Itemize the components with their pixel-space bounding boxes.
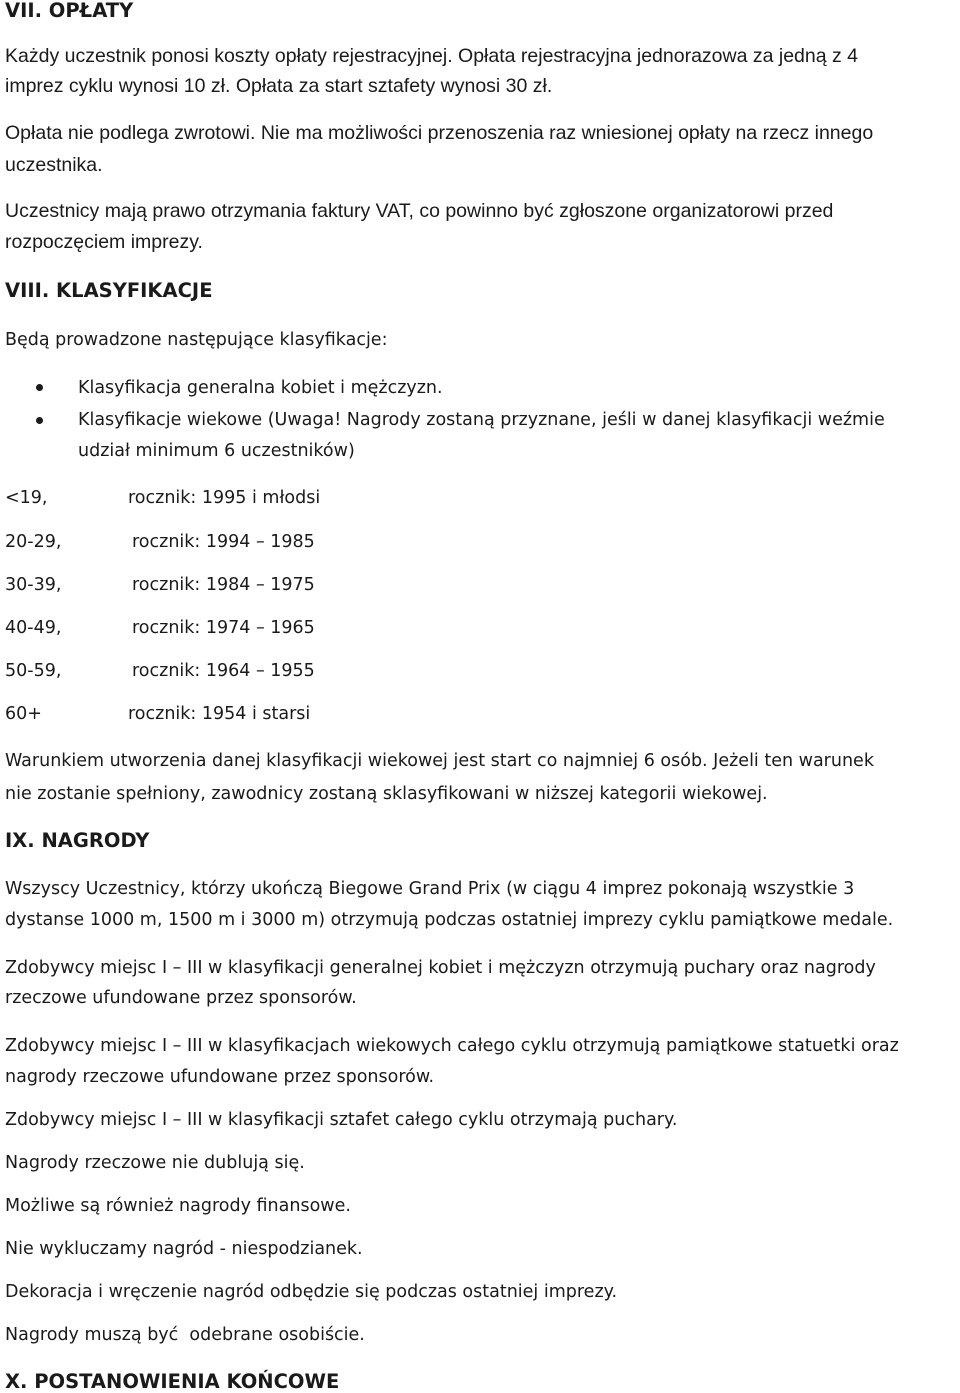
paragraph-line: Nagrody rzeczowe nie dublują się. <box>5 1153 305 1173</box>
section-heading-klasyfikacje: VIII. KLASYFIKACJE <box>5 279 213 302</box>
paragraph-line: Zdobywcy miejsc I – III w klasyfikacji generalnej kobiet i mężczyzn otrzymują puchary oraz nagrody <box>5 958 876 978</box>
age-range: 40-49, <box>5 618 62 638</box>
birth-years: rocznik: 1995 i młodsi <box>128 488 321 508</box>
paragraph-line: uczestnika. <box>5 154 103 176</box>
birth-years: rocznik: 1974 – 1965 <box>132 618 315 638</box>
bullet-icon <box>36 417 43 424</box>
list-item: Klasyfikacje wiekowe (Uwaga! Nagrody zostaną przyznane, jeśli w danej klasyfikacji weźmie <box>78 410 885 430</box>
birth-years: rocznik: 1964 – 1955 <box>132 661 315 681</box>
paragraph-line: Każdy uczestnik ponosi koszty opłaty rejestracyjnej. Opłata rejestracyjna jednorazowa za jedną z 4 <box>5 45 859 67</box>
paragraph-line: Warunkiem utworzenia danej klasyfikacji wiekowej jest start co najmniej 6 osób. Jeżeli ten warunek <box>5 751 874 771</box>
paragraph-line: Uczestnicy mają prawo otrzymania faktury VAT, co powinno być zgłoszone organizatorowi przed <box>5 200 834 222</box>
paragraph-line: imprez cyklu wynosi 10 zł. Opłata za start sztafety wynosi 30 zł. <box>5 75 553 97</box>
paragraph-line: Nie wykluczamy nagród - niespodzianek. <box>5 1239 363 1259</box>
list-item: Klasyfikacja generalna kobiet i mężczyzn. <box>78 378 443 398</box>
paragraph-line: Będą prowadzone następujące klasyfikacje: <box>5 330 388 350</box>
bullet-icon <box>36 384 43 391</box>
list-item-continuation: udział minimum 6 uczestników) <box>78 441 355 461</box>
age-range: 60+ <box>5 704 42 724</box>
birth-years: rocznik: 1994 – 1985 <box>132 532 315 552</box>
paragraph-line: nie zostanie spełniony, zawodnicy zostaną sklasyfikowani w niższej kategorii wiekowej. <box>5 784 768 804</box>
age-range: 30-39, <box>5 575 62 595</box>
age-range: <19, <box>5 488 48 508</box>
paragraph-line: rzeczowe ufundowane przez sponsorów. <box>5 988 357 1008</box>
age-range: 20-29, <box>5 532 62 552</box>
paragraph-line: Możliwe są również nagrody finansowe. <box>5 1196 351 1216</box>
paragraph-line: Zdobywcy miejsc I – III w klasyfikacji sztafet całego cyklu otrzymają puchary. <box>5 1110 678 1130</box>
paragraph-line: Zdobywcy miejsc I – III w klasyfikacjach wiekowych całego cyklu otrzymują pamiątkowe statuetki oraz <box>5 1036 899 1056</box>
paragraph-line: dystanse 1000 m, 1500 m i 3000 m) otrzymują podczas ostatniej imprezy cyklu pamiątkowe medale. <box>5 910 894 930</box>
section-heading-nagrody: IX. NAGRODY <box>5 829 150 852</box>
age-range: 50-59, <box>5 661 62 681</box>
birth-years: rocznik: 1954 i starsi <box>128 704 311 724</box>
paragraph-line: Wszyscy Uczestnicy, którzy ukończą Biegowe Grand Prix (w ciągu 4 imprez pokonają wszystkie 3 <box>5 879 855 899</box>
paragraph-line: rozpoczęciem imprezy. <box>5 231 203 253</box>
paragraph-line: Nagrody muszą być odebrane osobiście. <box>5 1325 365 1345</box>
birth-years: rocznik: 1984 – 1975 <box>132 575 315 595</box>
paragraph-line: nagrody rzeczowe ufundowane przez sponsorów. <box>5 1067 435 1087</box>
paragraph-line: Dekoracja i wręczenie nagród odbędzie się podczas ostatniej imprezy. <box>5 1282 618 1302</box>
section-heading-postanowienia: X. POSTANOWIENIA KOŃCOWE <box>5 1370 340 1393</box>
paragraph-line: Opłata nie podlega zwrotowi. Nie ma możliwości przenoszenia raz wniesionej opłaty na rzecz innego <box>5 122 874 144</box>
section-heading-oplaty: VII. OPŁATY <box>5 0 134 22</box>
